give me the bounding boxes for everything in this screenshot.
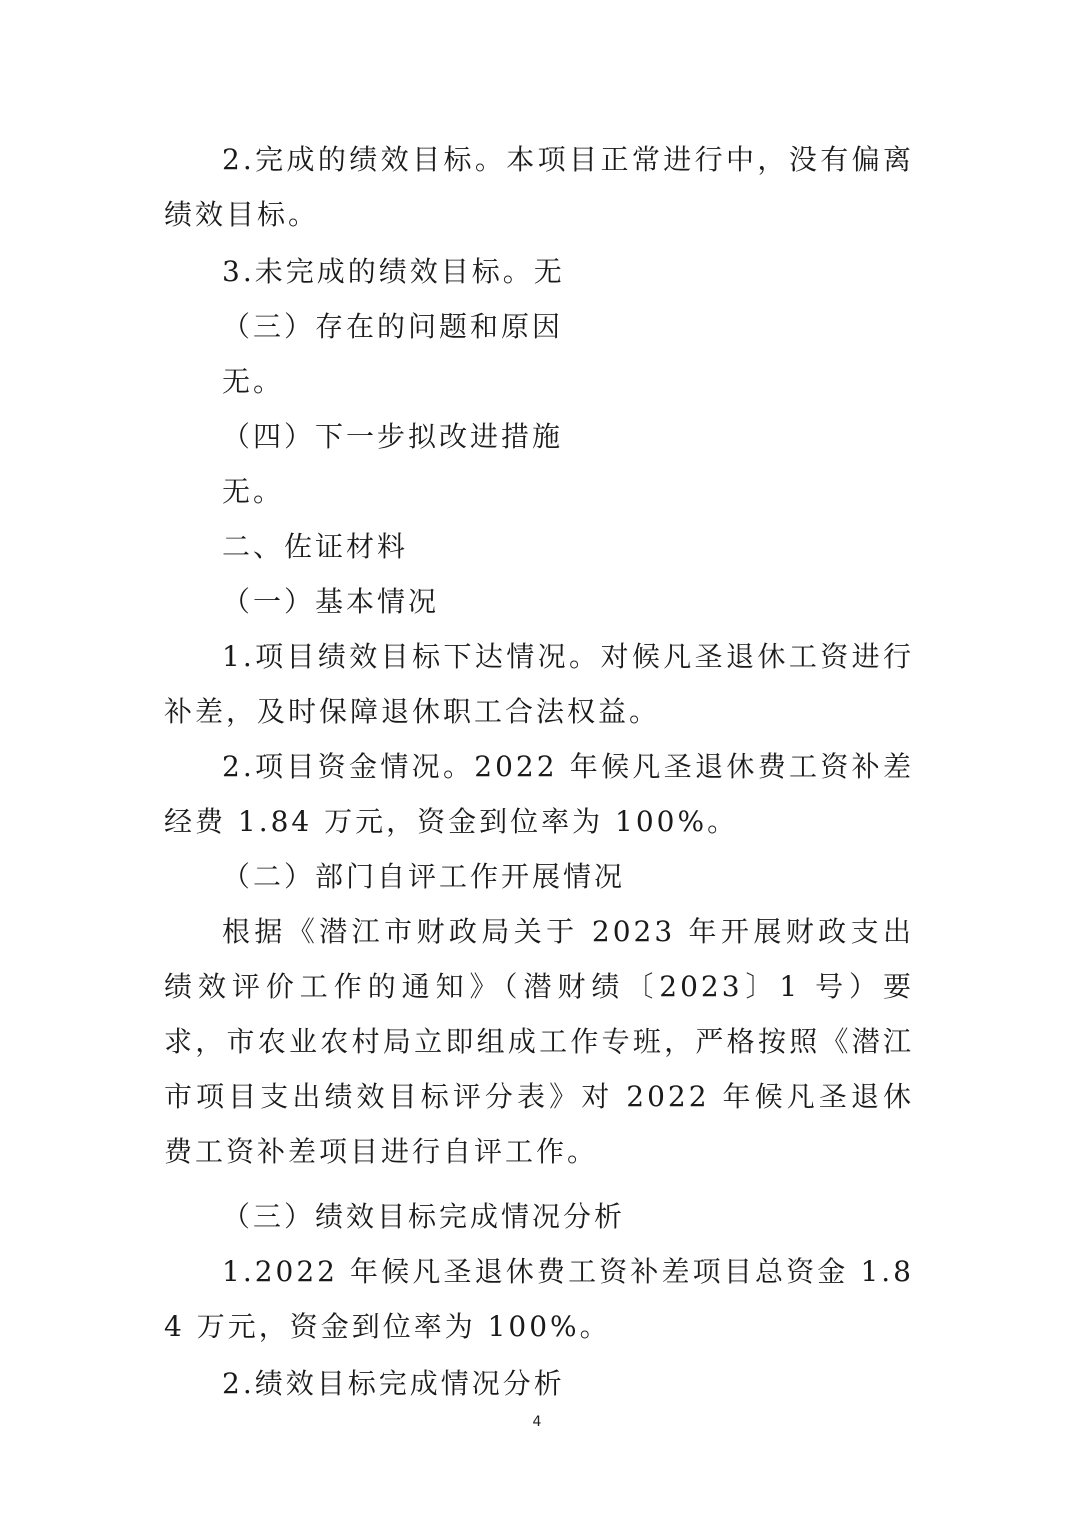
paragraph-total-funding: 1.2022 年候凡圣退休费工资补差项目总资金 1.84 万元，资金到位率为 100%。	[164, 1255, 914, 1343]
heading-improvement-measures: （四）下一步拟改进措施	[222, 420, 564, 453]
paragraph-improvement-none: 无。	[222, 475, 285, 508]
page-number: 4	[532, 1414, 542, 1430]
heading-supporting-materials: 二、佐证材料	[222, 530, 409, 563]
paragraph-goal-analysis: 2.绩效目标完成情况分析	[222, 1367, 565, 1400]
paragraph-goal-issuance: 1.项目绩效目标下达情况。对候凡圣退休工资进行补差，及时保障退休职工合法权益。	[164, 640, 914, 728]
heading-basic-situation: （一）基本情况	[222, 585, 440, 618]
heading-problems-and-causes: （三）存在的问题和原因	[222, 310, 564, 343]
heading-self-evaluation: （二）部门自评工作开展情况	[222, 860, 626, 893]
heading-goal-completion-analysis: （三）绩效目标完成情况分析	[222, 1200, 626, 1233]
document-body	[164, 132, 914, 1411]
paragraph-completed-goals: 2.完成的绩效目标。本项目正常进行中，没有偏离绩效目标。	[164, 143, 914, 231]
paragraph-uncompleted-goals: 3.未完成的绩效目标。无	[222, 255, 565, 288]
paragraph-problems-none: 无。	[222, 365, 285, 398]
paragraph-funding-status: 2.项目资金情况。2022 年候凡圣退休费工资补差经费 1.84 万元，资金到位率为 100%。	[164, 750, 914, 838]
paragraph-self-evaluation-basis: 根据《潜江市财政局关于 2023 年开展财政支出绩效评价工作的通知》（潜财绩〔2023〕1 号）要求，市农业农村局立即组成工作专班，严格按照《潜江市项目支出绩效目标评分表》对 2022 年候凡圣退休费工资补差项目进行自评工作。	[164, 915, 914, 1168]
